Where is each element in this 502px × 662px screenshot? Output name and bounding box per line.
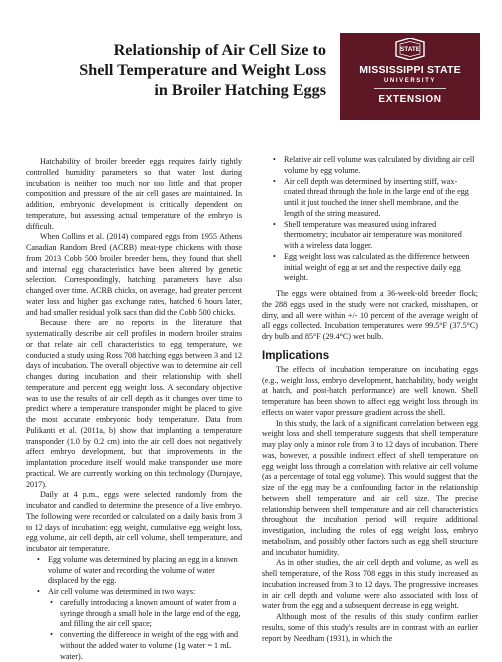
paragraph-needham: Although most of the results of this study confirm earlier results, some of this study's results are in contrast with an earlier report by Needham (1931), in which the	[262, 612, 478, 643]
list-item: • Shell temperature was measured using infrared thermometry; incubator air temperature was monitored with a wireless data logger.	[270, 220, 478, 252]
list-item: • Air cell depth was determined by inserting stiff, wax-coated thread through the hole in the large end of the egg until it just touched the inner shell membrane, and the length of the string measured.	[270, 177, 478, 220]
extension-wordmark: EXTENSION	[378, 94, 442, 105]
sub-list-item: • carefully introducing a known amount of water from a syringe through a small hole in the large end of the egg, and filling the air cell space;	[48, 598, 242, 630]
section-heading-implications: Implications	[262, 349, 330, 362]
sub-list-item: • converting the difference in weight of the egg with and without the added water to volume (1g water = 1 mL water).	[48, 630, 242, 662]
list-item: • Relative air cell volume was calculated by dividing air cell volume by egg volume.	[270, 155, 478, 177]
document-title	[28, 40, 326, 100]
title-line-1: Relationship of Air Cell Size to	[113, 41, 326, 59]
msu-extension-logo	[340, 33, 480, 120]
list-item: • Egg weight loss was calculated as the difference between initial weight of egg at set and the respective daily egg weight.	[270, 252, 478, 284]
paragraph-methods: Daily at 4 p.m., eggs were selected randomly from the incubator and candled to determine the presence of a live embryo. The following were recorded or calculated on a daily basis from 3 to 12 days of incubation: egg weight, cumulative egg weight loss, egg volume, air cell depth, air cell volume, shell temperature, and incubator air temperature.	[26, 490, 242, 553]
right-column	[262, 155, 478, 643]
list-item-air-cell-volume	[34, 587, 242, 662]
methods-list-continued	[262, 155, 478, 284]
paragraph-correlation: In this study, the lack of a significant correlation between egg weight loss and shell temperature suggests that shell temperature may play only a minor role from 3 to 12 days of incubation. There was, however, a possible indirect effect of shell temperature on egg weight loss through a correlation with relative air cell volume (as a percentage of total egg volume). This would suggest that the size of the egg may be a confounding factor in the relationship between shell temperature and air cell size. The precise relationship between shell temperature and air cell characteristics throughout the incubation period will require additional investigation, including the roles of egg weight loss, embryo metabolism, and possibly other factors such as egg shell structure and incubator humidity.	[262, 418, 478, 557]
paragraph-study: Because there are no reports in the literature that systematically describe air cell profiles in modern broiler strains or that relate air cell characteristics to egg temperature, we conducted a study using Ross 708 hatching eggs between 3 and 12 days of incubation. The overall objective was to determine air cell changes during incubation and their relationship with shell temperature and percent egg weight loss. A secondary objective was to use the results of air cell depth as it changes over time to predict where a temperature transponder might be placed to give the most accurate embryonic body temperature. Data from Pulikanti et al. (2011a, b) show that implanting a temperature transponder (1.0 by 0.2 cm) into the air cell does not negatively affect embryo development, but that improvements in the implantation procedure itself would make transponder use more practical. We are currently working on this technology (Durojaye, 2017).	[26, 318, 242, 489]
seal-text: STATE	[400, 46, 420, 54]
list-item-text: Air cell volume was determined in two ways:	[48, 587, 196, 596]
logo-divider	[374, 88, 446, 89]
paragraph-intro: Hatchability of broiler breeder eggs requires fairly tightly controlled humidity parameters so that water lost during incubation is neither too much nor too little and that proper composition and pressure of the air cell gases are maintained. In addition, embryonic development is critically dependent on temperature, but assessing actual temperature of the embryo is difficult.	[26, 157, 242, 231]
left-column	[26, 157, 242, 661]
sub-list	[48, 598, 242, 662]
university-name: MISSISSIPPI STATE	[359, 64, 461, 76]
methods-list	[26, 555, 242, 662]
title-line-3: in Broiler Hatching Eggs	[154, 81, 326, 99]
state-seal-icon	[394, 38, 426, 60]
paragraph-effects: The effects of incubation temperature on incubating eggs (e.g., weight loss, embryo development, hatchability, body weight at hatch, and post-hatch performance) are well known. Shell temperature has been shown to affect egg weight loss through its effects on water vapor pressure gradient across the shell.	[262, 364, 478, 417]
paragraph-results: As in other studies, the air cell depth and volume, as well as shell temperature, of the Ross 708 eggs in this study increased as incubation increased from 3 to 12 days. The progressive increases in air cell depth and volume were also associated with loss of water from the egg and a subsequent decrease in egg weight.	[262, 558, 478, 611]
paragraph-collins: When Collins et al. (2014) compared eggs from 1955 Athens Canadian Random Bred (ACRB) meat-type chickens with those from 2013 Cobb 500 broiler breeder hens, they found that shell and internal egg characteristics have been altered by genetic selection. Correspondingly, hatching parameters have also changed over time. ACRB chicks, on average, had greater percent water loss and higher gas exchange rates, hatched 6 hours later, and had smaller residual yolk sacs than did the Cobb 500 chicks.	[26, 232, 242, 317]
paragraph-flock: The eggs were obtained from a 36-week-old breeder flock; the 288 eggs used in the study were not cracked, misshapen, or dirty, and all were within +/- 10 percent of the average weight of all eggs collected. Incubation temperatures were 99.5°F (37.5°C) dry bulb and 85°F (29.4°C) wet bulb.	[262, 289, 478, 341]
list-item: • Egg volume was determined by placing an egg in a known volume of water and recording the volume of water displaced by the egg.	[34, 555, 242, 587]
title-line-2: Shell Temperature and Weight Loss	[79, 61, 326, 79]
university-word: UNIVERSITY	[383, 78, 436, 84]
